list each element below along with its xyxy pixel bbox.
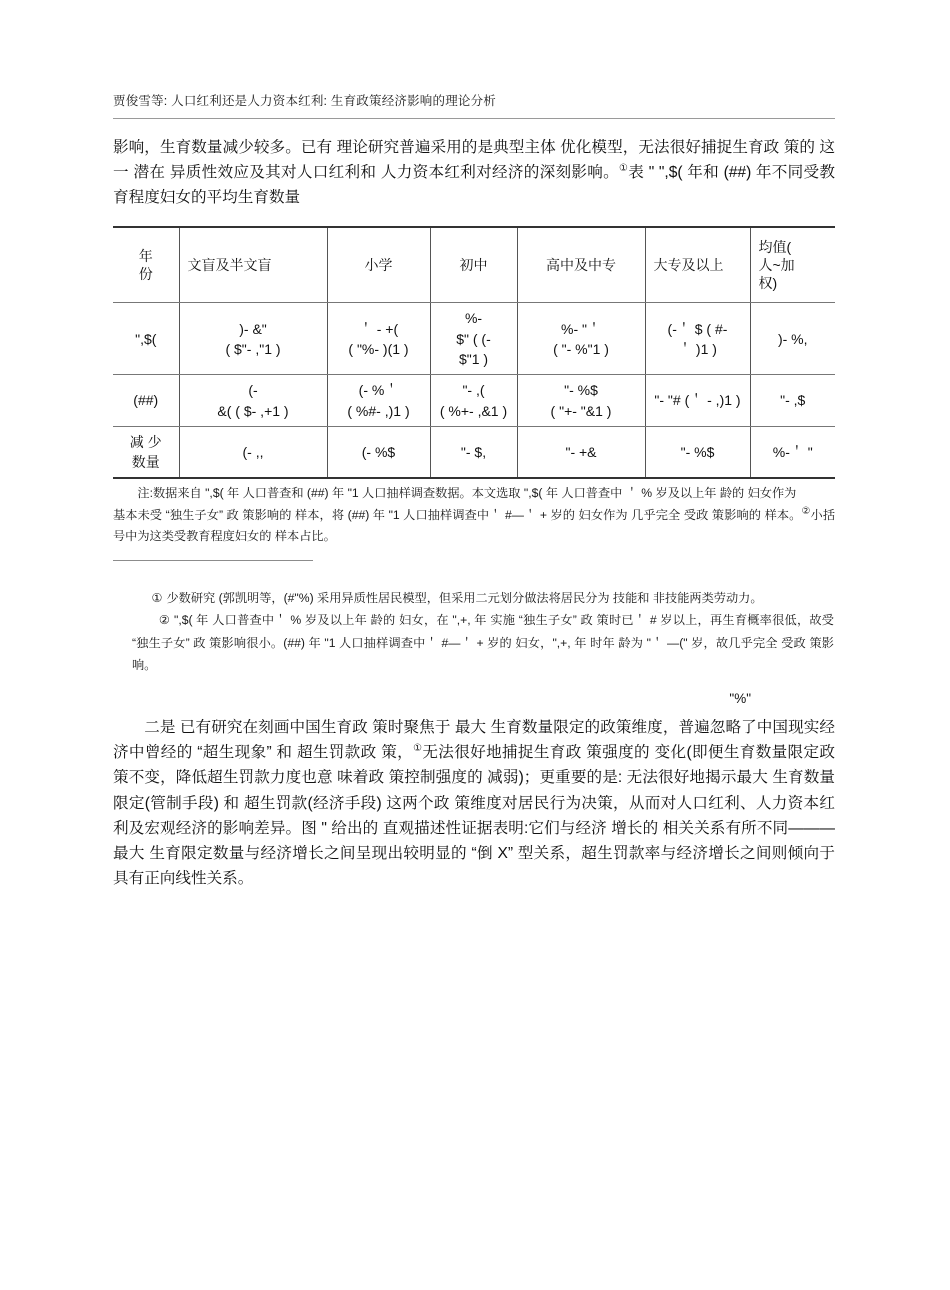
table-note-line3: 小括号中为这类受教育程度妇女的 样本占比。 xyxy=(113,507,836,544)
table-row-label xyxy=(113,426,179,478)
table-cell-share: ( "+- "&1 ) xyxy=(550,402,612,419)
table-header-mean-line2: 人~加 xyxy=(758,257,795,274)
table-header-mean-line1: 均值( xyxy=(758,238,792,255)
table-header-primary: 小学 xyxy=(327,227,430,303)
table-cell-share: $" ( (- xyxy=(456,330,491,347)
table-cell xyxy=(645,375,750,427)
table-cell-value: )- %, xyxy=(777,330,808,347)
table-cell xyxy=(430,375,517,427)
table-cell xyxy=(179,303,327,375)
table-cell-value: "- "# (＇ - ,)1 ) xyxy=(654,392,741,409)
table-cell-value: )- &" xyxy=(239,320,267,337)
table-cell-share: ( %#- ,)1 ) xyxy=(347,402,410,419)
page-content-column xyxy=(113,0,835,907)
table-cell-value: %-＇ " xyxy=(772,444,813,461)
footnote-list xyxy=(132,587,834,677)
paragraph-opening-text: 影响，生育数量减少较多。已有 理论研究普遍采用的是典型主体 优化模型，无法很好捕捉生育政 策的 这一 潜在 异质性效应及其对人口红利和 人力资本红利对经济的深刻影响。 xyxy=(113,138,835,181)
table-caption-text: 表 " ",$( 年和 (##) 年不同受教育程度妇女的平均生育数量 xyxy=(113,163,836,206)
table-cell-value: (- xyxy=(248,382,258,399)
table-header-illiterate: 文盲及半文盲 xyxy=(179,227,327,303)
fertility-table xyxy=(113,226,835,480)
table-cell-value: "- $, xyxy=(460,444,487,461)
table-cell-value: (-＇ $ ( #- xyxy=(667,320,728,337)
table-header-junior: 初中 xyxy=(430,227,517,303)
running-head: 贾俊雪等: 人口红利还是人力资本红利: 生育政策经济影响的理论分析 xyxy=(113,94,496,108)
table-cell-value: "- %$ xyxy=(564,382,598,399)
table-row xyxy=(113,375,835,427)
footnote-ref-1b: ① xyxy=(413,742,423,754)
table-cell-share: ( "%- )(1 ) xyxy=(348,340,409,357)
table-cell xyxy=(645,303,750,375)
table-cell xyxy=(327,303,430,375)
table-cell-share: &( ( $- ,+1 ) xyxy=(217,402,289,419)
table-row-label: ",$( xyxy=(113,303,179,375)
footnote-item xyxy=(132,609,834,677)
table-header-mean-line3: 权) xyxy=(758,275,778,292)
table-header-year-line2: 份 xyxy=(138,266,153,283)
footnote-ref-1: ① xyxy=(618,162,629,174)
table-note-line2: 基本未受 “独生子女” 政 策影响的 样本，将 (##) 年 "1 人口抽样调查中＇ #—＇ + 岁的 妇女作为 几乎完全 受政 策影响的 样本。 xyxy=(113,507,802,522)
table-row xyxy=(113,426,835,478)
table-cell xyxy=(179,375,327,427)
page-folio: "%" xyxy=(729,690,751,706)
table-cell-share: ＇ )1 ) xyxy=(678,340,717,357)
table-header-mean xyxy=(750,227,835,303)
footnote-item xyxy=(132,587,834,610)
table-cell-value: "- ,$ xyxy=(780,392,806,409)
table-cell-value: (- %＇ xyxy=(358,382,399,399)
table-cell-value: (- ,, xyxy=(242,444,264,461)
paragraph-closing-part1: 二是 已有研究在刻画中国生育政 策时聚焦于 最大 生育数量限定的政策维度，普遍忽略了中国现实经济中曾经的 “超生现象” 和 超生罚款政 策， xyxy=(113,718,835,762)
fertility-table-wrapper xyxy=(113,226,835,480)
table-note-line1: 注:数据来自 ",$( 年 人口普查和 (##) 年 "1 人口抽样调查数据。本文选取 ",$( 年 人口普查中 ＇ % 岁及以上年 龄的 妇女作为 xyxy=(137,486,797,501)
footnote-separator-rule xyxy=(113,560,313,561)
footnote-text: ",$( 年 人口普查中＇ % 岁及以上年 龄的 妇女，在 ",+, 年 实施 “独生子女” 政 策时已＇ # 岁以上，再生育概率很低，故受 “独生子女” 政 策影响很小。(##) 年 "1 人口抽样调查中＇ #—＇ + 岁的 妇女，",+, 年 时年 龄为 "＇ —(" 岁，故几乎完全 受政 策影响。 xyxy=(132,613,834,673)
footnote-text: 少数研究 (郭凯明等，(#"%) 采用异质性居民模型，但采用二元划分做法将居民分为 技能和 非技能两类劳动力。 xyxy=(166,590,763,605)
table-cell-share: ( %+- ,&1 ) xyxy=(439,402,508,419)
table-row-label-line2: 数量 xyxy=(131,454,160,471)
table-cell xyxy=(517,426,645,478)
footnote-marker: ② xyxy=(158,613,170,628)
table-cell-value: ＇ - +( xyxy=(358,320,399,337)
table-note xyxy=(113,483,835,547)
table-cell-value: %- "＇ xyxy=(561,320,601,337)
table-row-label: (##) xyxy=(113,375,179,427)
table-cell xyxy=(750,426,835,478)
table-cell xyxy=(517,303,645,375)
table-cell xyxy=(430,303,517,375)
table-cell-value: "- ,( xyxy=(462,382,485,399)
table-cell xyxy=(327,426,430,478)
table-header-college: 大专及以上 xyxy=(645,227,750,303)
table-cell-value: "- %$ xyxy=(680,444,715,461)
table-cell xyxy=(327,375,430,427)
table-header-year-line1: 年 xyxy=(138,247,153,264)
running-head-rule xyxy=(113,118,835,119)
table-cell xyxy=(645,426,750,478)
table-cell-share: ( $"- ,"1 ) xyxy=(225,340,281,357)
table-cell-value: (- %$ xyxy=(361,444,396,461)
table-cell xyxy=(179,426,327,478)
table-row-label-line1: 减 少 xyxy=(129,433,162,450)
table-note-ref-2: ② xyxy=(801,505,811,517)
table-cell-share-cont: $"1 ) xyxy=(458,351,489,367)
paragraph-closing-part2: 无法很好地捕捉生育政 策强度的 变化(即便生育数量限定政 策不变，降低超生罚款力度也意 味着政 策控制强度的 减弱)；更重要的是: 无法很好地揭示最大 生育数量限定(管制手段) 和 超生罚款(经济手段) 这两个政 策维度对居民行为决策，从而对人口红利、人力资本红利及宏观经济的影响差异。图 " 给出的 直观描述性证据表明:它们与经济 增长的 相关关系有所不同——— 最大 生育限定数量与经济增长之间呈现出较明显的 “倒 X” 型关系，超生罚款率与经济增长之间则倾向于具有正向线性关系。 xyxy=(113,744,835,888)
table-cell-share: ( "- %"1 ) xyxy=(553,340,609,357)
table-cell-value: %- xyxy=(464,310,483,327)
table-cell xyxy=(430,426,517,478)
table-cell xyxy=(517,375,645,427)
table-header-senior: 高中及中专 xyxy=(517,227,645,303)
table-cell xyxy=(750,375,835,427)
table-header-year xyxy=(113,227,179,303)
paragraph-closing xyxy=(113,715,835,892)
table-header-row xyxy=(113,227,835,303)
paragraph-opening xyxy=(113,135,835,211)
table-cell-value: "- +& xyxy=(565,444,597,461)
table-cell xyxy=(750,303,835,375)
footnote-marker: ① xyxy=(151,590,163,605)
table-row xyxy=(113,303,835,375)
